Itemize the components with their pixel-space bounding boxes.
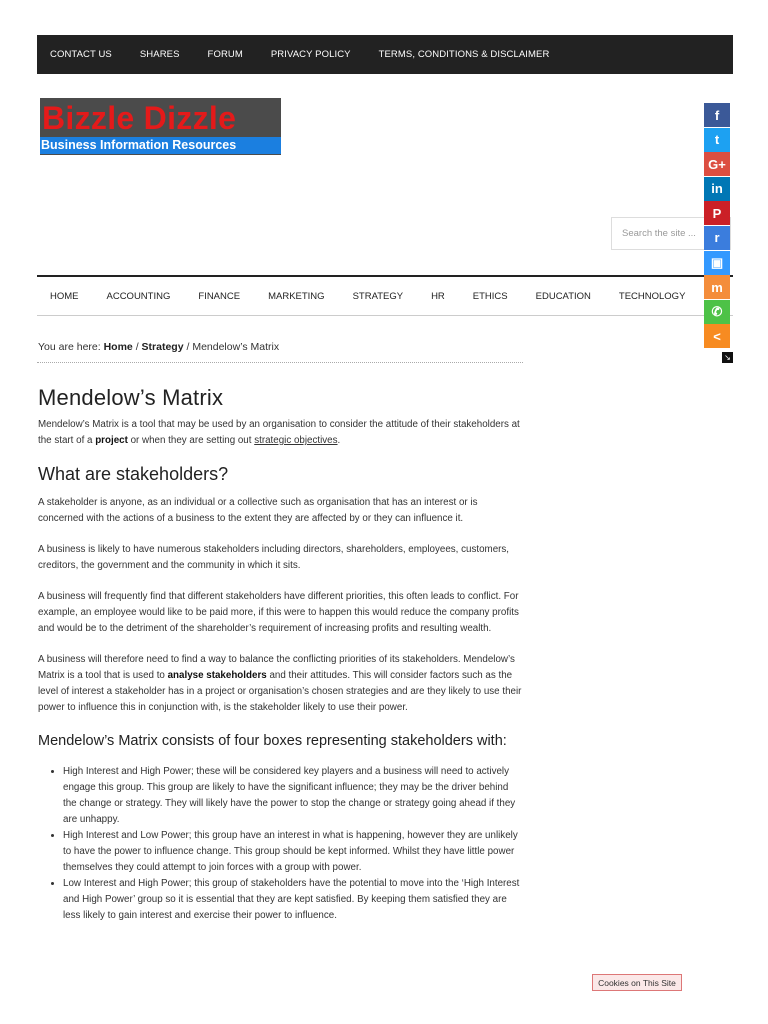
nav-education[interactable]: EDUCATION — [535, 290, 591, 302]
main-navigation — [37, 275, 733, 316]
twitter-icon[interactable]: t — [704, 128, 730, 152]
topnav-forum[interactable]: FORUM — [207, 49, 243, 60]
topnav-shares[interactable]: SHARES — [139, 49, 180, 60]
site-logo[interactable] — [40, 98, 281, 155]
breadcrumb-divider — [37, 362, 523, 363]
paragraph-4: A business will therefore need to find a way to balance the conflicting priorities of its stakeholders. Mendelow’s Matrix is a tool that is used to analyse stakeholders and their attitudes. This will consider factors such as the level of interest a stakeholder has in a project or organisation’s chosen strategies and are they likely to use their power to influence this in conjunction with, is the stakeholder likely to use their power. — [38, 654, 522, 713]
matrix-boxes-heading: Mendelow’s Matrix consists of four boxes representing stakeholders with: — [38, 733, 507, 749]
list-item: • High Interest and Low Power; this group have an interest in what is happening, however they are unlikely to have the power to influence change. This group should be kept informed. Whilst they have little power themselves they could attempt to join forces with a group with power. — [63, 828, 522, 876]
breadcrumb — [38, 341, 279, 353]
share-icon[interactable]: < — [704, 324, 730, 348]
page-title: Mendelow’s Matrix — [38, 385, 224, 410]
breadcrumb-current: Mendelow’s Matrix — [192, 341, 280, 353]
stakeholders-heading: What are stakeholders? — [38, 464, 229, 484]
breadcrumb-separator: / — [132, 341, 142, 353]
search-input[interactable]: Search the site ... — [611, 217, 731, 250]
article — [38, 380, 522, 924]
cookies-button[interactable]: Cookies on This Site — [592, 974, 682, 991]
reddit-icon[interactable]: r — [704, 226, 730, 250]
topnav-contact-us[interactable]: CONTACT US — [50, 49, 112, 60]
nav-home[interactable]: HOME — [50, 290, 79, 302]
nav-technology[interactable]: TECHNOLOGY — [618, 290, 686, 302]
nav-ethics[interactable]: ETHICS — [472, 290, 508, 302]
nav-hr[interactable]: HR — [431, 290, 445, 302]
topnav-terms[interactable]: TERMS, CONDITIONS & DISCLAIMER — [378, 49, 550, 60]
nav-marketing[interactable]: MARKETING — [268, 290, 325, 302]
jump-arrow-icon[interactable]: ↘ — [722, 352, 733, 363]
whatsapp-icon[interactable]: ✆ — [704, 300, 730, 324]
stakeholder-groups-list — [38, 764, 522, 924]
analyse-stakeholders-keyword: analyse stakeholders — [167, 670, 267, 681]
list-item: • High Interest and High Power; these will be considered key players and a business will need to actively engage this group. This group are likely to have the significant influence; they may be the driver behind the change or strategy. They will likely have the power to stop the change or strategy going ahead if they are unhappy. — [63, 764, 522, 828]
pinterest-icon[interactable]: P — [704, 201, 730, 225]
strategic-objectives-link[interactable]: strategic objectives — [254, 435, 338, 446]
breadcrumb-separator: / — [183, 341, 193, 353]
top-navigation — [37, 35, 733, 74]
google-plus-icon[interactable]: G+ — [704, 152, 730, 176]
delicious-icon[interactable]: ▣ — [704, 251, 730, 275]
nav-finance[interactable]: FINANCE — [198, 290, 241, 302]
nav-accounting[interactable]: ACCOUNTING — [106, 290, 171, 302]
breadcrumb-strategy[interactable]: Strategy — [141, 341, 184, 353]
mix-icon[interactable]: m — [704, 275, 730, 299]
social-share-bar — [704, 103, 730, 349]
topnav-privacy-policy[interactable]: PRIVACY POLICY — [270, 49, 351, 60]
nav-strategy[interactable]: STRATEGY — [352, 290, 404, 302]
logo-title: Bizzle Dizzle — [42, 100, 237, 136]
list-item: • Low Interest and High Power; this group of stakeholders have the potential to move into the ‘High Interest and High Power’ group so it is essential that they are kept satisfied. By keeping them satisfied they are less likely to gain interest and exercise their power to influence. — [63, 876, 522, 924]
facebook-icon[interactable]: f — [704, 103, 730, 127]
logo-tagline: Business Information Resources — [40, 137, 281, 154]
project-keyword: project — [95, 435, 128, 446]
intro-paragraph: Mendelow’s Matrix is a tool that may be used by an organisation to consider the attitude of their stakeholders at the start of a project or when they are setting out strategic objectives. — [38, 419, 520, 446]
paragraph-1: A stakeholder is anyone, as an individual or a collective such as organisation that has an interest or is concerned with the actions of a business to the extent they are affected by or they can influence it. — [38, 497, 478, 524]
breadcrumb-prefix: You are here: — [38, 341, 104, 353]
paragraph-2: A business is likely to have numerous stakeholders including directors, shareholders, employees, customers, creditors, the government and the community in which it sits. — [38, 544, 510, 571]
breadcrumb-home[interactable]: Home — [103, 341, 133, 353]
linkedin-icon[interactable]: in — [704, 177, 730, 201]
paragraph-3: A business will frequently find that different stakeholders have different priorities, this often leads to conflict. For example, an employee would like to be paid more, if this were to happen this would reduce the company profits and would be to the detriment of the shareholder’s requirement of increasing profits and resulting wealth. — [38, 591, 519, 634]
